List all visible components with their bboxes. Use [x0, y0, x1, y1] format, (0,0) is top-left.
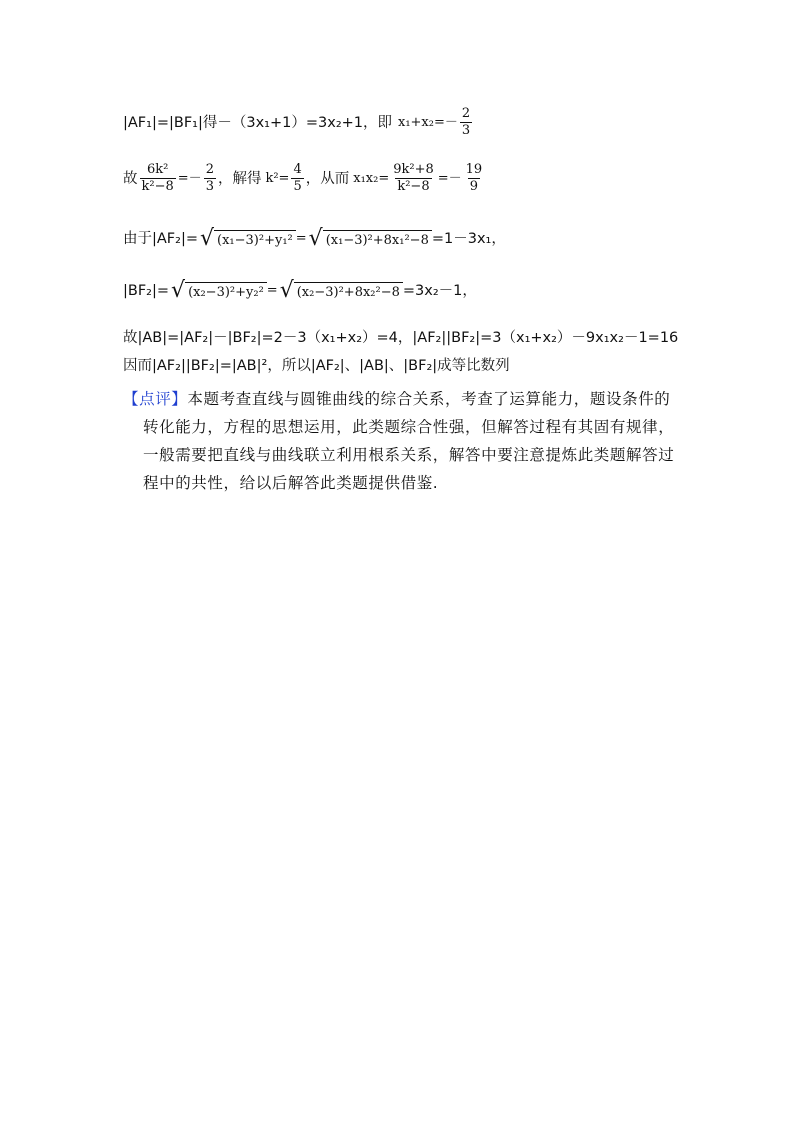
fraction-denominator: 3: [205, 179, 214, 194]
fraction-denominator: 3: [461, 123, 471, 138]
radical-icon: √: [200, 226, 215, 251]
line1-sign: －: [444, 114, 458, 130]
line2-sign: －: [188, 170, 202, 186]
radicand: (x₂−3)²+8x₂²−8: [294, 282, 403, 302]
line3-lead: 由于|AF₂|=: [123, 231, 198, 247]
radical-icon: √: [308, 226, 323, 251]
solution-line-3: [123, 228, 506, 250]
line2-k-squared: k²=: [265, 170, 290, 186]
line4-equals: =: [266, 283, 278, 298]
fraction-denominator: 5: [293, 179, 302, 194]
fraction-numerator: 4: [293, 162, 302, 177]
sqrt-expression-3: [171, 280, 267, 302]
radicand: (x₁−3)²+y₁²: [214, 230, 296, 250]
solution-line-4: [123, 280, 477, 302]
radicand: (x₂−3)²+y₂²: [185, 282, 267, 302]
fraction-denominator: k²−8: [141, 179, 174, 194]
radicand: (x₁−3)²+8x₁²−8: [323, 230, 432, 250]
line5-text: 故|AB|=|AF₂|－|BF₂|=2－3（x₁+x₂）=4，|AF₂||BF₂|=3（x₁+x₂）－9x₁x₂－1=16: [123, 330, 679, 346]
line6-text: 因而|AF₂||BF₂|=|AB|²，所以|AF₂|、|AB|、|BF₂|成等比数列: [123, 358, 510, 374]
sqrt-expression-4: [280, 280, 403, 302]
radical-icon: √: [171, 278, 186, 303]
line2-product: x₁x₂=: [353, 170, 390, 186]
line4-lead: |BF₂|=: [123, 283, 170, 299]
line2-fraction-1: [140, 162, 176, 195]
line1-sum: x₁+x₂=: [398, 114, 445, 130]
line2-mid2: ，从而: [305, 170, 350, 187]
sqrt-expression-2: [309, 228, 432, 250]
line1-fraction: [460, 106, 472, 139]
comment-first-line: [123, 385, 683, 413]
comment-tag: 【点评】: [123, 390, 188, 408]
fraction-numerator: 6k²: [146, 162, 169, 177]
line3-equals: =: [295, 231, 307, 246]
line1-text: |AF₁|=|BF₁|得－（3x₁+1）=3x₂+1，即: [123, 114, 392, 131]
comment-block: [123, 385, 683, 497]
radical-icon: √: [279, 278, 294, 303]
comment-line-2: 转化能力，方程的思想运用，此类题综合性强，但解答过程有其固有规律，: [143, 418, 675, 436]
fraction-numerator: 2: [461, 106, 471, 121]
line2-lead: 故: [123, 170, 138, 187]
line2-equals-2: =－: [437, 170, 462, 186]
comment-line-3: 一般需要把直线与曲线联立利用根系关系，解答中要注意提炼此类题解答过: [143, 446, 675, 464]
solution-line-5: [123, 328, 678, 348]
solution-line-1: [123, 106, 474, 139]
line4-tail: =3x₂－1，: [402, 283, 477, 299]
line3-tail: =1－3x₁，: [431, 231, 506, 247]
fraction-numerator: 19: [465, 162, 483, 177]
line2-fraction-4: [391, 162, 436, 195]
solution-line-6: [123, 356, 510, 376]
solution-line-2: [123, 162, 486, 195]
fraction-numerator: 9k²+8: [393, 162, 434, 177]
line2-fraction-2: [204, 162, 216, 195]
line2-fraction-3: [291, 162, 303, 195]
fraction-numerator: 2: [205, 162, 214, 177]
line2-equals: =: [177, 170, 189, 186]
fraction-denominator: 9: [469, 179, 479, 194]
fraction-denominator: k²−8: [397, 179, 430, 194]
comment-line-1: 本题考查直线与圆锥曲线的综合关系，考查了运算能力，题设条件的: [187, 390, 671, 408]
sqrt-expression-1: [200, 228, 296, 250]
comment-line-4: 程中的共性，给以后解答此类题提供借鉴.: [143, 474, 439, 492]
line2-fraction-5: [464, 162, 485, 195]
line2-mid: ，解得: [217, 170, 262, 187]
